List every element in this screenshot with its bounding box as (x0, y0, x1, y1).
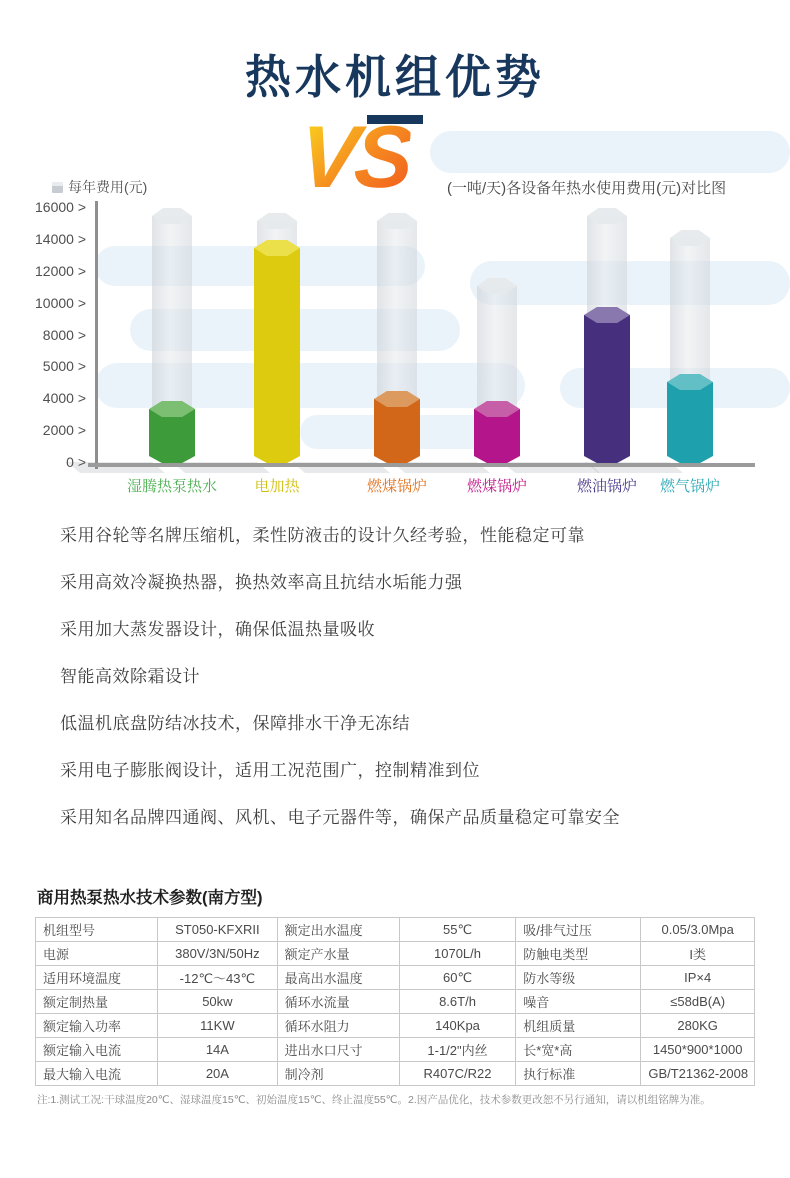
spec-label-cell: 防触电类型 (516, 942, 641, 966)
category-label: 燃油锅炉 (576, 478, 637, 495)
cloud-decoration (470, 261, 790, 305)
chart-legend-label: 每年费用(元) (68, 179, 148, 195)
cube-icon (52, 182, 63, 193)
bar-value-column (474, 401, 520, 463)
spec-table-title: 商用热泵热水技术参数(南方型) (37, 889, 263, 907)
spec-label-cell: 额定出水温度 (277, 918, 399, 942)
table-row (36, 990, 755, 1014)
spec-value-cell: -12℃～43℃ (158, 966, 277, 990)
bar-value-column (149, 401, 195, 463)
spec-label-cell: 执行标准 (516, 1062, 641, 1086)
y-axis-tick: 8000 > (42, 326, 86, 343)
table-row (36, 966, 755, 990)
spec-note: 注:1.测试工况:干球温度20℃、湿球温度15℃、初始温度15℃、终止温度55℃。2.因产品优化，技术参数更改恕不另行通知，请以机组铭牌为准。 (37, 1094, 711, 1106)
spec-label-cell: 电源 (36, 942, 158, 966)
y-axis-line (95, 201, 98, 469)
feature-line: 低温机底盘防结冰技术，保障排水干净无冻结 (60, 714, 410, 733)
cost-comparison-chart (0, 107, 790, 511)
category-label: 燃煤锅炉 (466, 478, 527, 495)
spec-value-cell: ST050-KFXRII (158, 918, 277, 942)
spec-value-cell: 0.05/3.0Mpa (641, 918, 755, 942)
category-label: 电加热 (254, 478, 300, 495)
spec-label-cell: 制冷剂 (277, 1062, 399, 1086)
chart-legend (52, 177, 147, 197)
table-row (36, 918, 755, 942)
feature-line: 采用电子膨胀阀设计，适用工况范围广，控制精准到位 (60, 761, 480, 780)
chart-caption: (一吨/天)各设备年热水使用费用(元)对比图 (447, 180, 727, 197)
spec-label-cell: 最大输入电流 (36, 1062, 158, 1086)
spec-value-cell: 20A (158, 1062, 277, 1086)
category-label: 湿腾热泵热水 (126, 478, 217, 495)
feature-line: 采用高效冷凝换热器，换热效率高且抗结水垢能力强 (60, 573, 463, 592)
spec-label-cell: 循环水流量 (277, 990, 399, 1014)
vs-graphic: VS (296, 107, 413, 206)
spec-label-cell: 额定产水量 (277, 942, 399, 966)
table-row (36, 942, 755, 966)
feature-line: 采用加大蒸发器设计，确保低温热量吸收 (60, 620, 375, 639)
y-axis-tick: 0 > (66, 454, 86, 470)
spec-label-cell: 机组质量 (516, 1014, 641, 1038)
category-label: 燃气锅炉 (659, 478, 720, 495)
spec-label-cell: 机组型号 (36, 918, 158, 942)
feature-line: 采用知名品牌四通阀、风机、电子元器件等，确保产品质量稳定可靠安全 (60, 808, 620, 827)
y-axis-tick: 10000 > (35, 294, 86, 311)
spec-value-cell: 140Kpa (399, 1014, 515, 1038)
spec-value-cell: ≤58dB(A) (641, 990, 755, 1014)
spec-label-cell: 额定制热量 (36, 990, 158, 1014)
y-axis-tick: 16000 > (35, 199, 86, 215)
cloud-decoration (430, 131, 790, 173)
page-header (0, 0, 790, 113)
spec-value-cell: 50kw (158, 990, 277, 1014)
y-axis-tick: 14000 > (35, 230, 86, 247)
spec-section (35, 884, 755, 1107)
bar-value-column (254, 240, 300, 463)
bar-value-column (667, 374, 713, 463)
spec-value-cell: 55℃ (399, 918, 515, 942)
bar-value-column (584, 307, 630, 463)
x-axis-line (88, 463, 755, 467)
spec-value-cell: 60℃ (399, 966, 515, 990)
spec-label-cell: 进出水口尺寸 (277, 1038, 399, 1062)
table-row (36, 1038, 755, 1062)
spec-label-cell: 额定输入功率 (36, 1014, 158, 1038)
feature-line: 智能高效除霜设计 (60, 667, 200, 686)
spec-value-cell: 280KG (641, 1014, 755, 1038)
spec-label-cell: 适用环境温度 (36, 966, 158, 990)
y-axis-tick: 5000 > (42, 358, 86, 375)
spec-value-cell: 14A (158, 1038, 277, 1062)
spec-value-cell: 380V/3N/50Hz (158, 942, 277, 966)
spec-label-cell: 最高出水温度 (277, 966, 399, 990)
spec-value-cell: GB/T21362-2008 (641, 1062, 755, 1086)
bar-value-column (374, 391, 420, 463)
spec-label-cell: 吸/排气过压 (516, 918, 641, 942)
spec-value-cell: 1070L/h (399, 942, 515, 966)
y-axis-tick: 4000 > (42, 390, 86, 407)
spec-value-cell: IP×4 (641, 966, 755, 990)
spec-label-cell: 额定输入电流 (36, 1038, 158, 1062)
feature-list (60, 521, 790, 828)
spec-label-cell: 长*宽*高 (516, 1038, 641, 1062)
spec-value-cell: 1450*900*1000 (641, 1038, 755, 1062)
spec-value-cell: 11KW (158, 1014, 277, 1038)
y-axis-tick: 12000 > (35, 262, 86, 279)
page-title: 热水机组优势 (245, 50, 545, 104)
spec-label-cell: 防水等级 (516, 966, 641, 990)
spec-label-cell: 循环水阻力 (277, 1014, 399, 1038)
spec-value-cell: I类 (641, 942, 755, 966)
spec-label-cell: 噪音 (516, 990, 641, 1014)
spec-value-cell: 1-1/2"内丝 (399, 1038, 515, 1062)
table-row (36, 1062, 755, 1086)
category-label: 燃煤锅炉 (366, 478, 427, 495)
y-axis-tick: 2000 > (42, 422, 86, 439)
spec-value-cell: 8.6T/h (399, 990, 515, 1014)
table-row (36, 1014, 755, 1038)
spec-table (35, 917, 755, 1086)
feature-line: 采用谷轮等名牌压缩机，柔性防液击的设计久经考验，性能稳定可靠 (60, 526, 585, 545)
spec-value-cell: R407C/R22 (399, 1062, 515, 1086)
